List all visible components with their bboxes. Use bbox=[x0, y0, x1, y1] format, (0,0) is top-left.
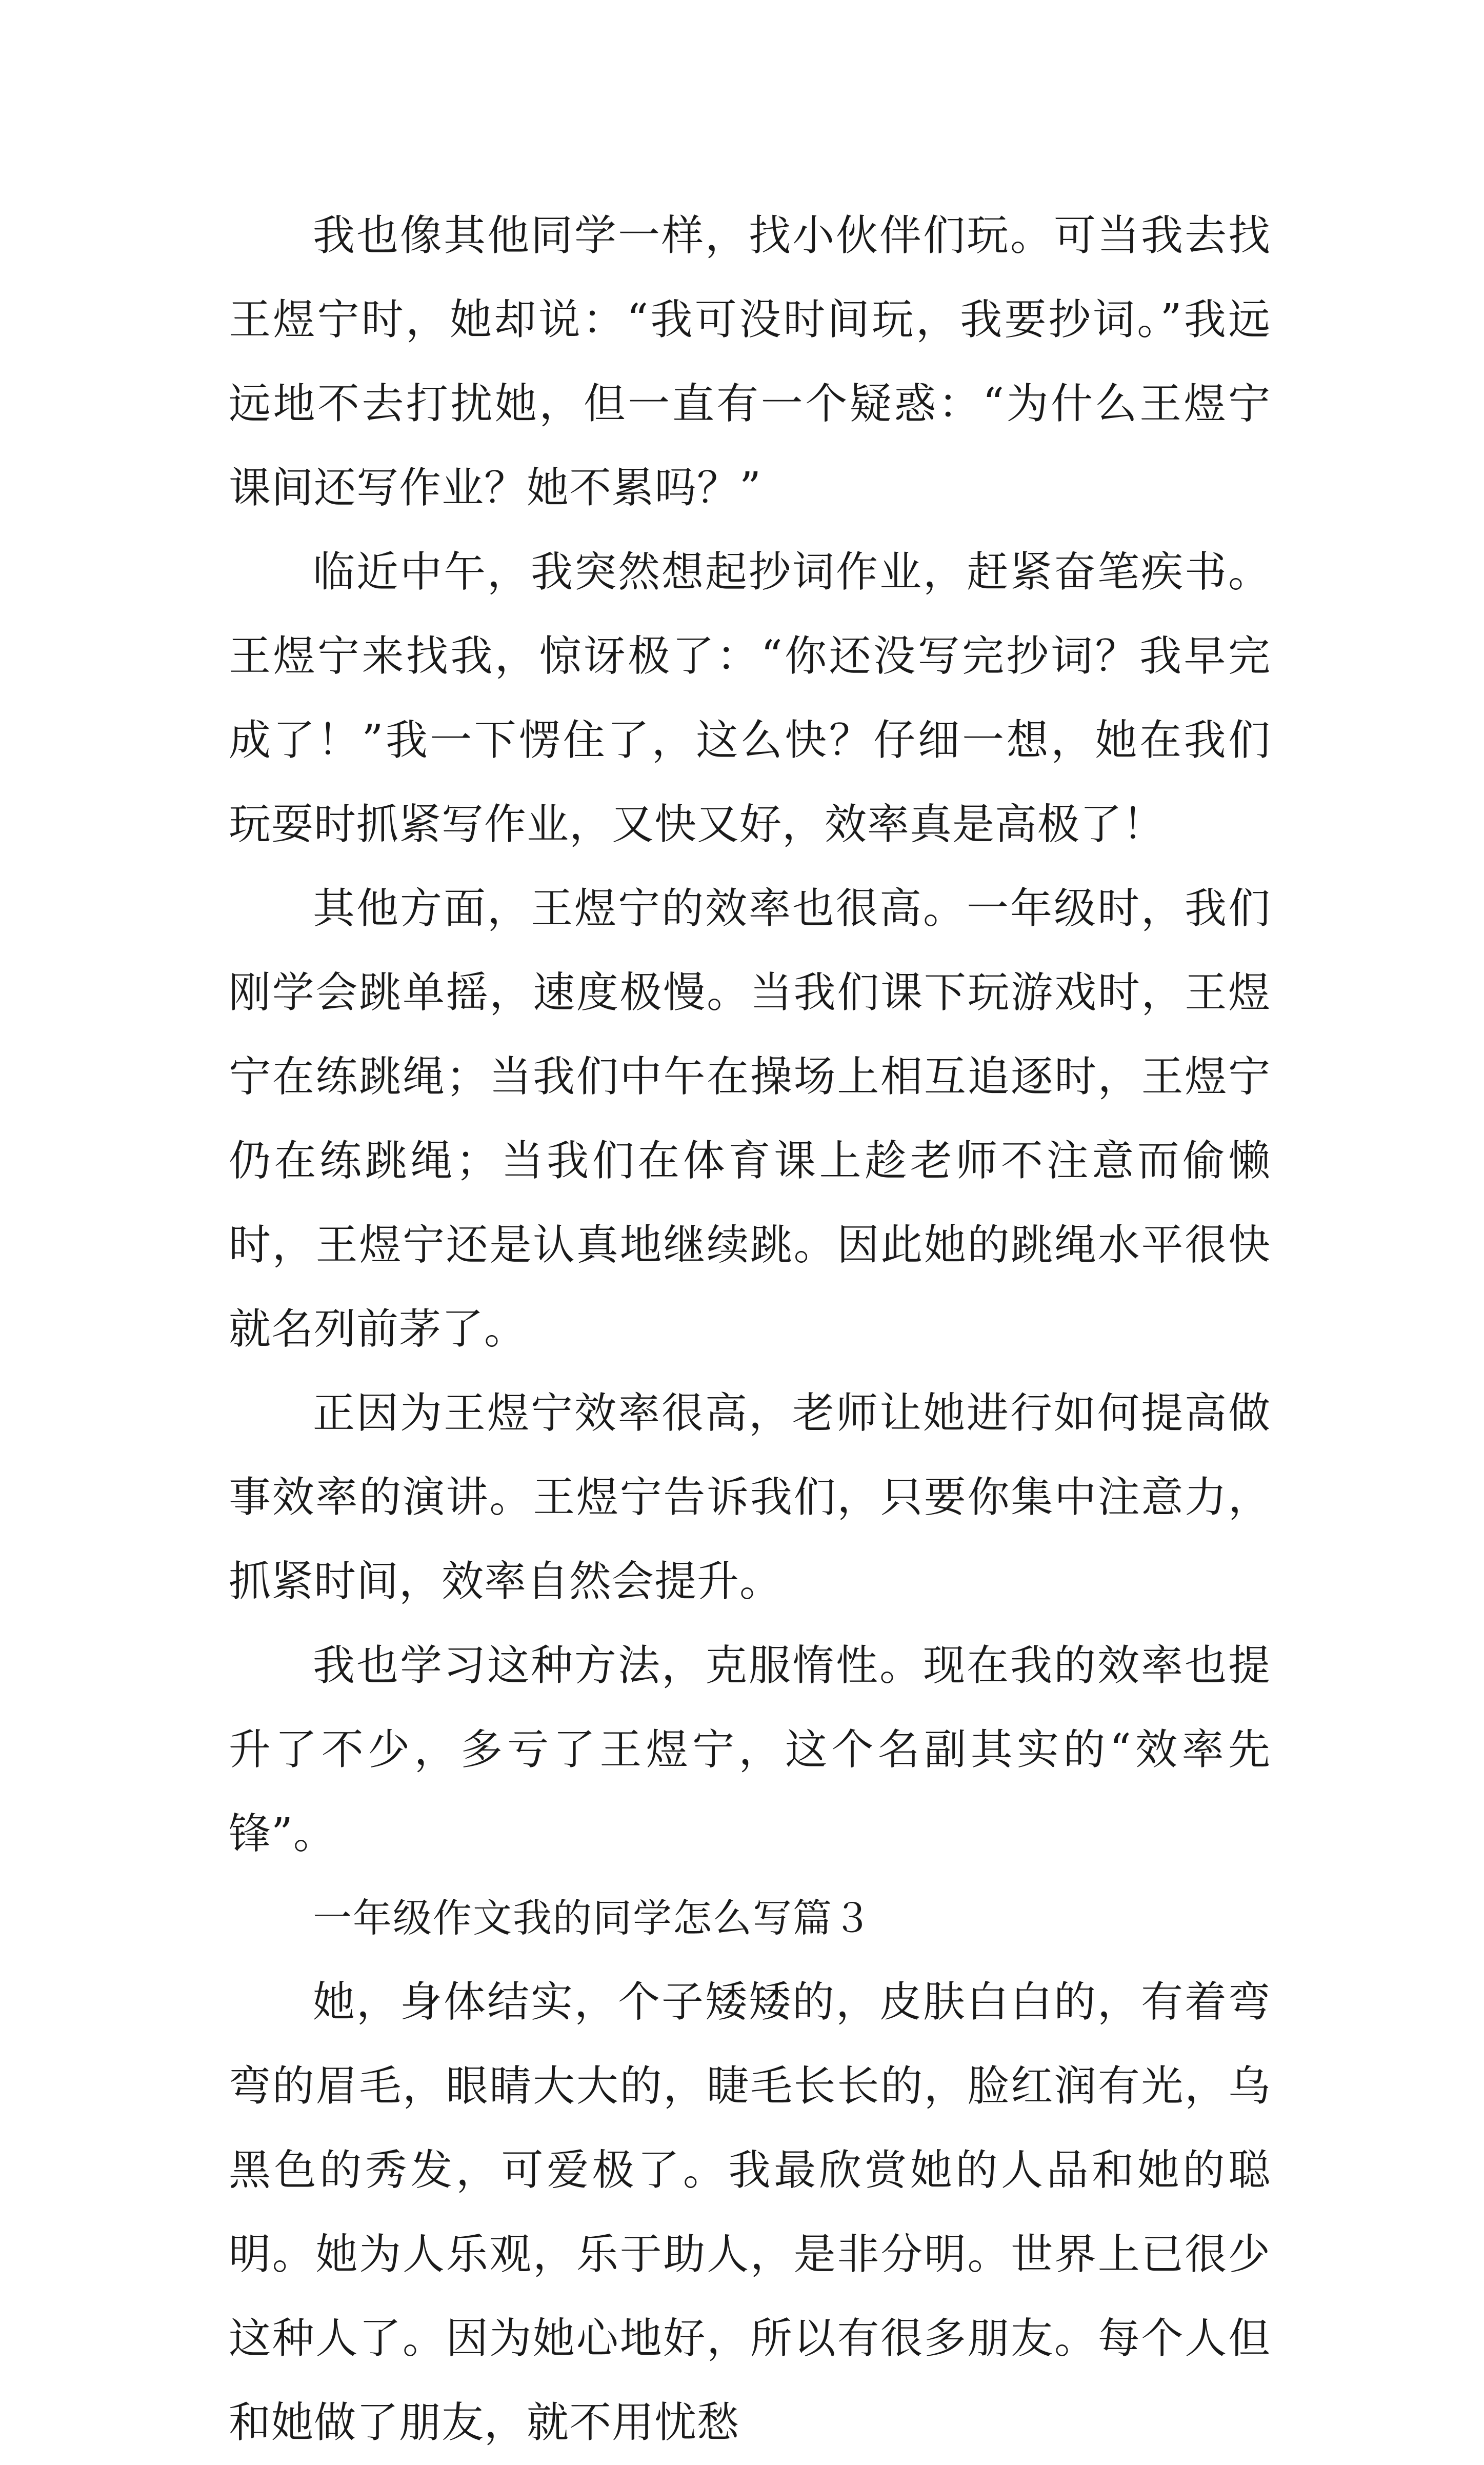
paragraph-6: 她，身体结实，个子矮矮的，皮肤白白的，有着弯弯的眉毛，眼睛大大的，睫毛长长的，脸红润有光，乌黑色的秀发，可爱极了。我最欣赏她的人品和她的聪明。她为人乐观，乐于助人，是非分明。世界上已很少这种人了。因为她心地好，所以有很多朋友。每个人但和她做了朋友，就不用忧愁 bbox=[229, 1978, 1271, 2447]
paragraph-4: 正因为王煜宁效率很高，老师让她进行如何提高做事效率的演讲。王煜宁告诉我们，只要你集中注意力，抓紧时间，效率自然会提升。 bbox=[229, 1389, 1271, 1606]
paragraph-5: 我也学习这种方法，克服惰性。现在我的效率也提升了不少，多亏了王煜宁，这个名副其实的“效率先锋”。 bbox=[229, 1641, 1271, 1858]
paragraph-2: 临近中午，我突然想起抄词作业，赶紧奋笔疾书。王煜宁来找我，惊讶极了：“你还没写完抄词？我早完成了！”我一下愣住了，这么快？仔细一想，她在我们玩耍时抓紧写作业，又快又好，效率真是高极了！ bbox=[229, 548, 1271, 849]
paragraph-1: 我也像其他同学一样，找小伙伴们玩。可当我去找王煜宁时，她却说：“我可没时间玩，我要抄词。”我远远地不去打扰她，但一直有一个疑惑：“为什么王煜宁课间还写作业？她不累吗？” bbox=[229, 211, 1271, 512]
document-page bbox=[229, 194, 1271, 2465]
paragraph-3: 其他方面，王煜宁的效率也很高。一年级时，我们刚学会跳单摇，速度极慢。当我们课下玩游戏时，王煜宁在练跳绳；当我们中午在操场上相互追逐时，王煜宁仍在练跳绳；当我们在体育课上趁老师不注意而偷懒时，王煜宁还是认真地继续跳。因此她的跳绳水平很快就名列前茅了。 bbox=[229, 884, 1271, 1354]
section-heading: 一年级作文我的同学怎么写篇３ bbox=[313, 1895, 873, 1941]
